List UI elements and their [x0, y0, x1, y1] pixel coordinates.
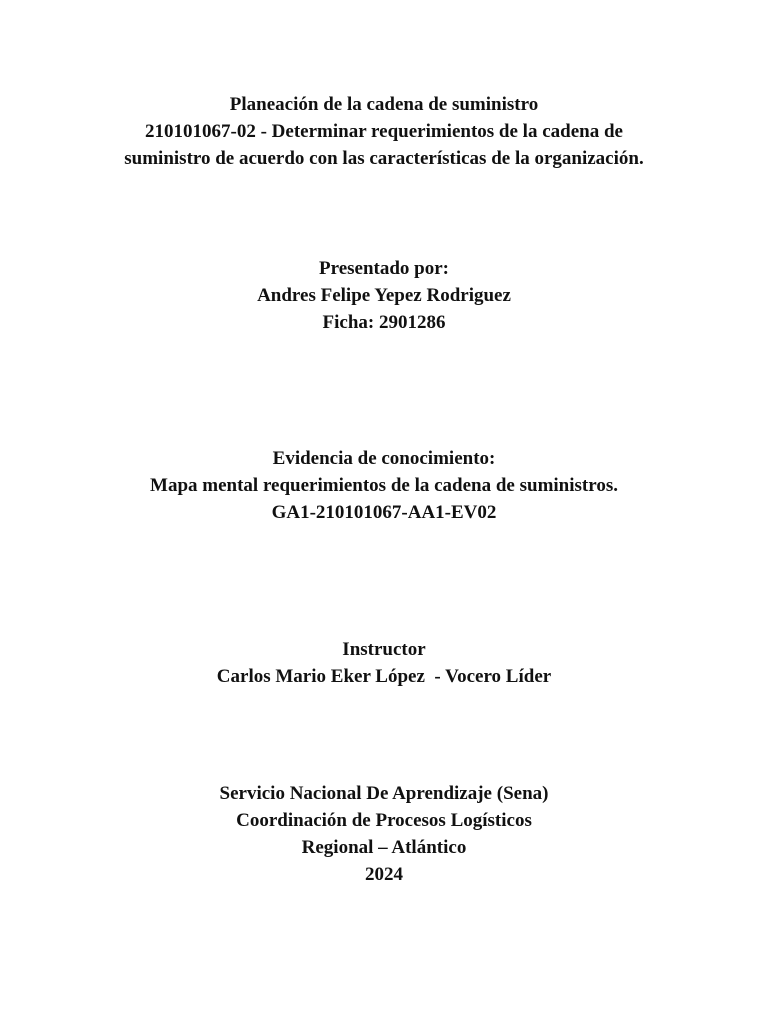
institution-block — [0, 780, 768, 888]
regional-name: Regional – Atlántico — [301, 837, 467, 858]
competency-line-1: 210101067-02 - Determinar requerimientos de la cadena de — [145, 121, 623, 142]
course-title: Planeación de la cadena de suministro — [229, 94, 539, 115]
coordination-name: Coordinación de Procesos Logísticos — [236, 810, 532, 831]
presented-by-label: Presentado por: — [319, 258, 449, 279]
student-name: Andres Felipe Yepez Rodriguez — [257, 285, 511, 306]
evidence-description: Mapa mental requerimientos de la cadena de suministros. — [150, 475, 618, 496]
document-year: 2024 — [365, 864, 403, 885]
instructor-name: Carlos Mario Eker López - Vocero Líder — [216, 666, 552, 687]
evidence-block — [0, 445, 768, 526]
evidence-label: Evidencia de conocimiento: — [272, 448, 496, 469]
competency-line-2: suministro de acuerdo con las características de la organización. — [124, 148, 644, 169]
instructor-label: Instructor — [342, 639, 426, 660]
title-block — [0, 91, 768, 172]
ficha-number: Ficha: 2901286 — [322, 312, 446, 333]
institution-name: Servicio Nacional De Aprendizaje (Sena) — [219, 783, 549, 804]
instructor-block — [0, 636, 768, 690]
presented-by-block — [0, 255, 768, 336]
evidence-code: GA1-210101067-AA1-EV02 — [271, 502, 497, 523]
